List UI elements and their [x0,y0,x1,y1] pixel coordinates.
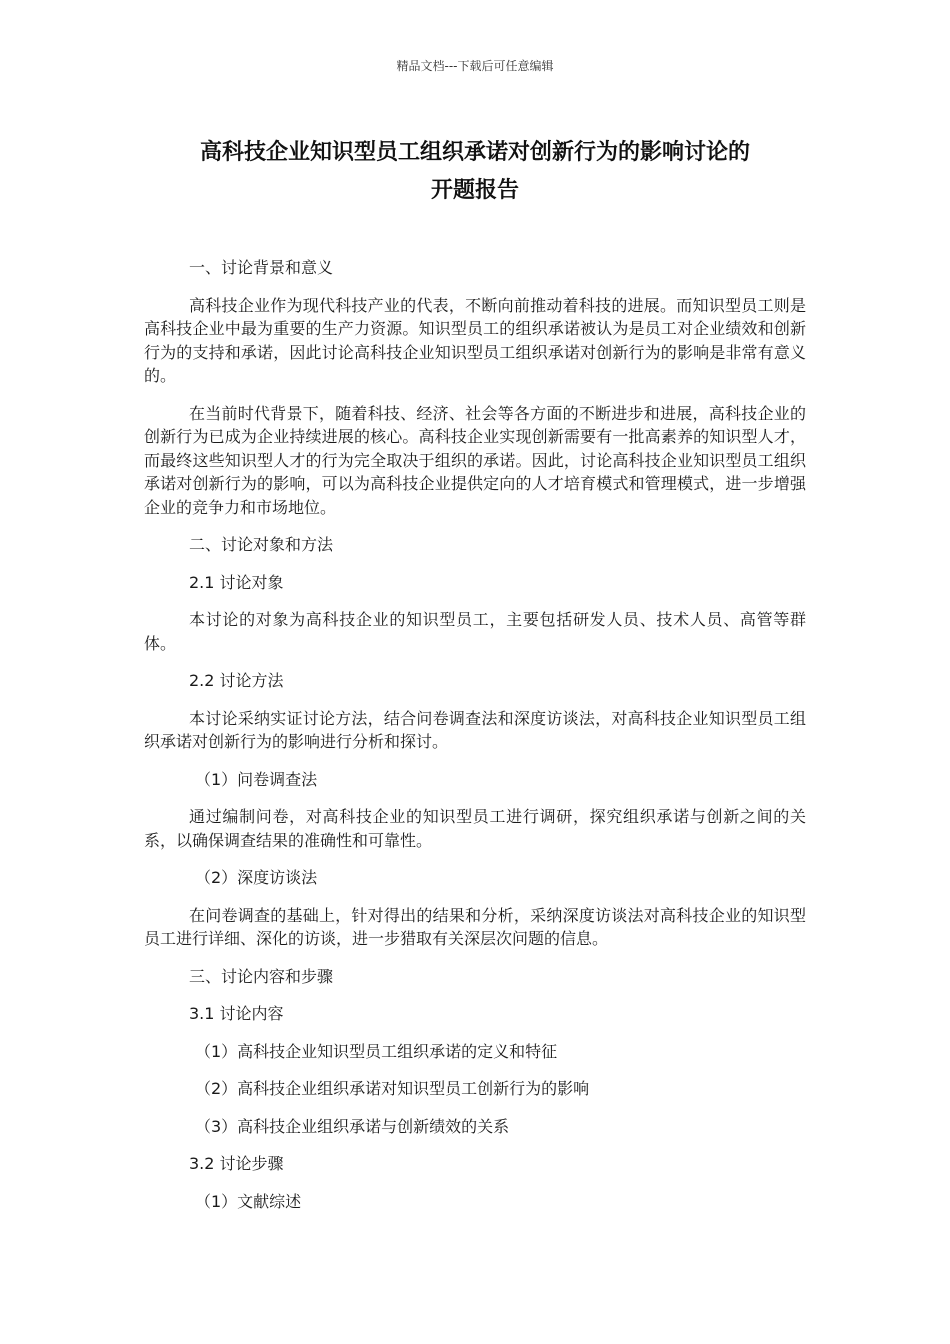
content-item: （2）高科技企业组织承诺对知识型员工创新行为的影响 [195,1079,590,1098]
step-item: （1）文献综述 [195,1191,302,1211]
section-heading-object-method: 二、讨论对象和方法 [189,535,334,554]
subheading-research-object: 2.1 讨论对象 [189,572,284,592]
paragraph: 本讨论采纳实证讨论方法，结合问卷调查法和深度访谈法，对高科技企业知识型员工组织承诺对创新行为的影响进行分析和探讨。 [144,708,806,751]
section-heading-content-steps: 三、讨论内容和步骤 [189,966,334,986]
header-note: 精品文档---下载后可任意编辑 [396,59,554,73]
paragraph: 通过编制问卷，对高科技企业的知识型员工进行调研，探究组织承诺与创新之间的关系，以确保调查结果的准确性和可靠性。 [144,807,806,850]
document-title [140,134,810,210]
content-item: （1）高科技企业知识型员工组织承诺的定义和特征 [195,1041,558,1061]
paragraph: 在问卷调查的基础上，针对得出的结果和分析，采纳深度访谈法对高科技企业的知识型员工进行详细、深化的访谈，进一步猎取有关深层次问题的信息。 [144,905,806,948]
paragraph: 高科技企业作为现代科技产业的代表，不断向前推动着科技的进展。而知识型员工则是高科技企业中最为重要的生产力资源。知识型员工的组织承诺被认为是员工对企业绩效和创新行为的支持和承诺，因此讨论高科技企业知识型员工组织承诺对创新行为的影响是非常有意义的。 [144,295,806,385]
section-heading-background: 一、讨论背景和意义 [189,258,334,277]
paragraph: 本讨论的对象为高科技企业的知识型员工，主要包括研发人员、技术人员、高管等群体。 [144,610,806,653]
subheading-research-method: 2.2 讨论方法 [189,671,284,690]
method-item-interview: （2）深度访谈法 [195,868,318,887]
subheading-research-steps: 3.2 讨论步骤 [189,1154,284,1173]
method-item-questionnaire: （1）问卷调查法 [195,769,318,789]
paragraph: 在当前时代背景下，随着科技、经济、社会等各方面的不断进步和进展，高科技企业的创新行为已成为企业持续进展的核心。高科技企业实现创新需要有一批高素养的知识型人才，而最终这些知识型人才的行为完全取决于组织的承诺。因此，讨论高科技企业知识型员工组织承诺对创新行为的影响，可以为高科技企业提供定向的人才培育模式和管理模式，进一步增强企业的竞争力和市场地位。 [144,403,806,517]
document-body [144,256,806,1227]
content-item: （3）高科技企业组织承诺与创新绩效的关系 [195,1116,510,1136]
title-line-2: 开题报告 [430,178,519,203]
title-line-1: 高科技企业知识型员工组织承诺对创新行为的影响讨论的 [199,140,750,165]
subheading-research-content: 3.1 讨论内容 [189,1004,284,1023]
